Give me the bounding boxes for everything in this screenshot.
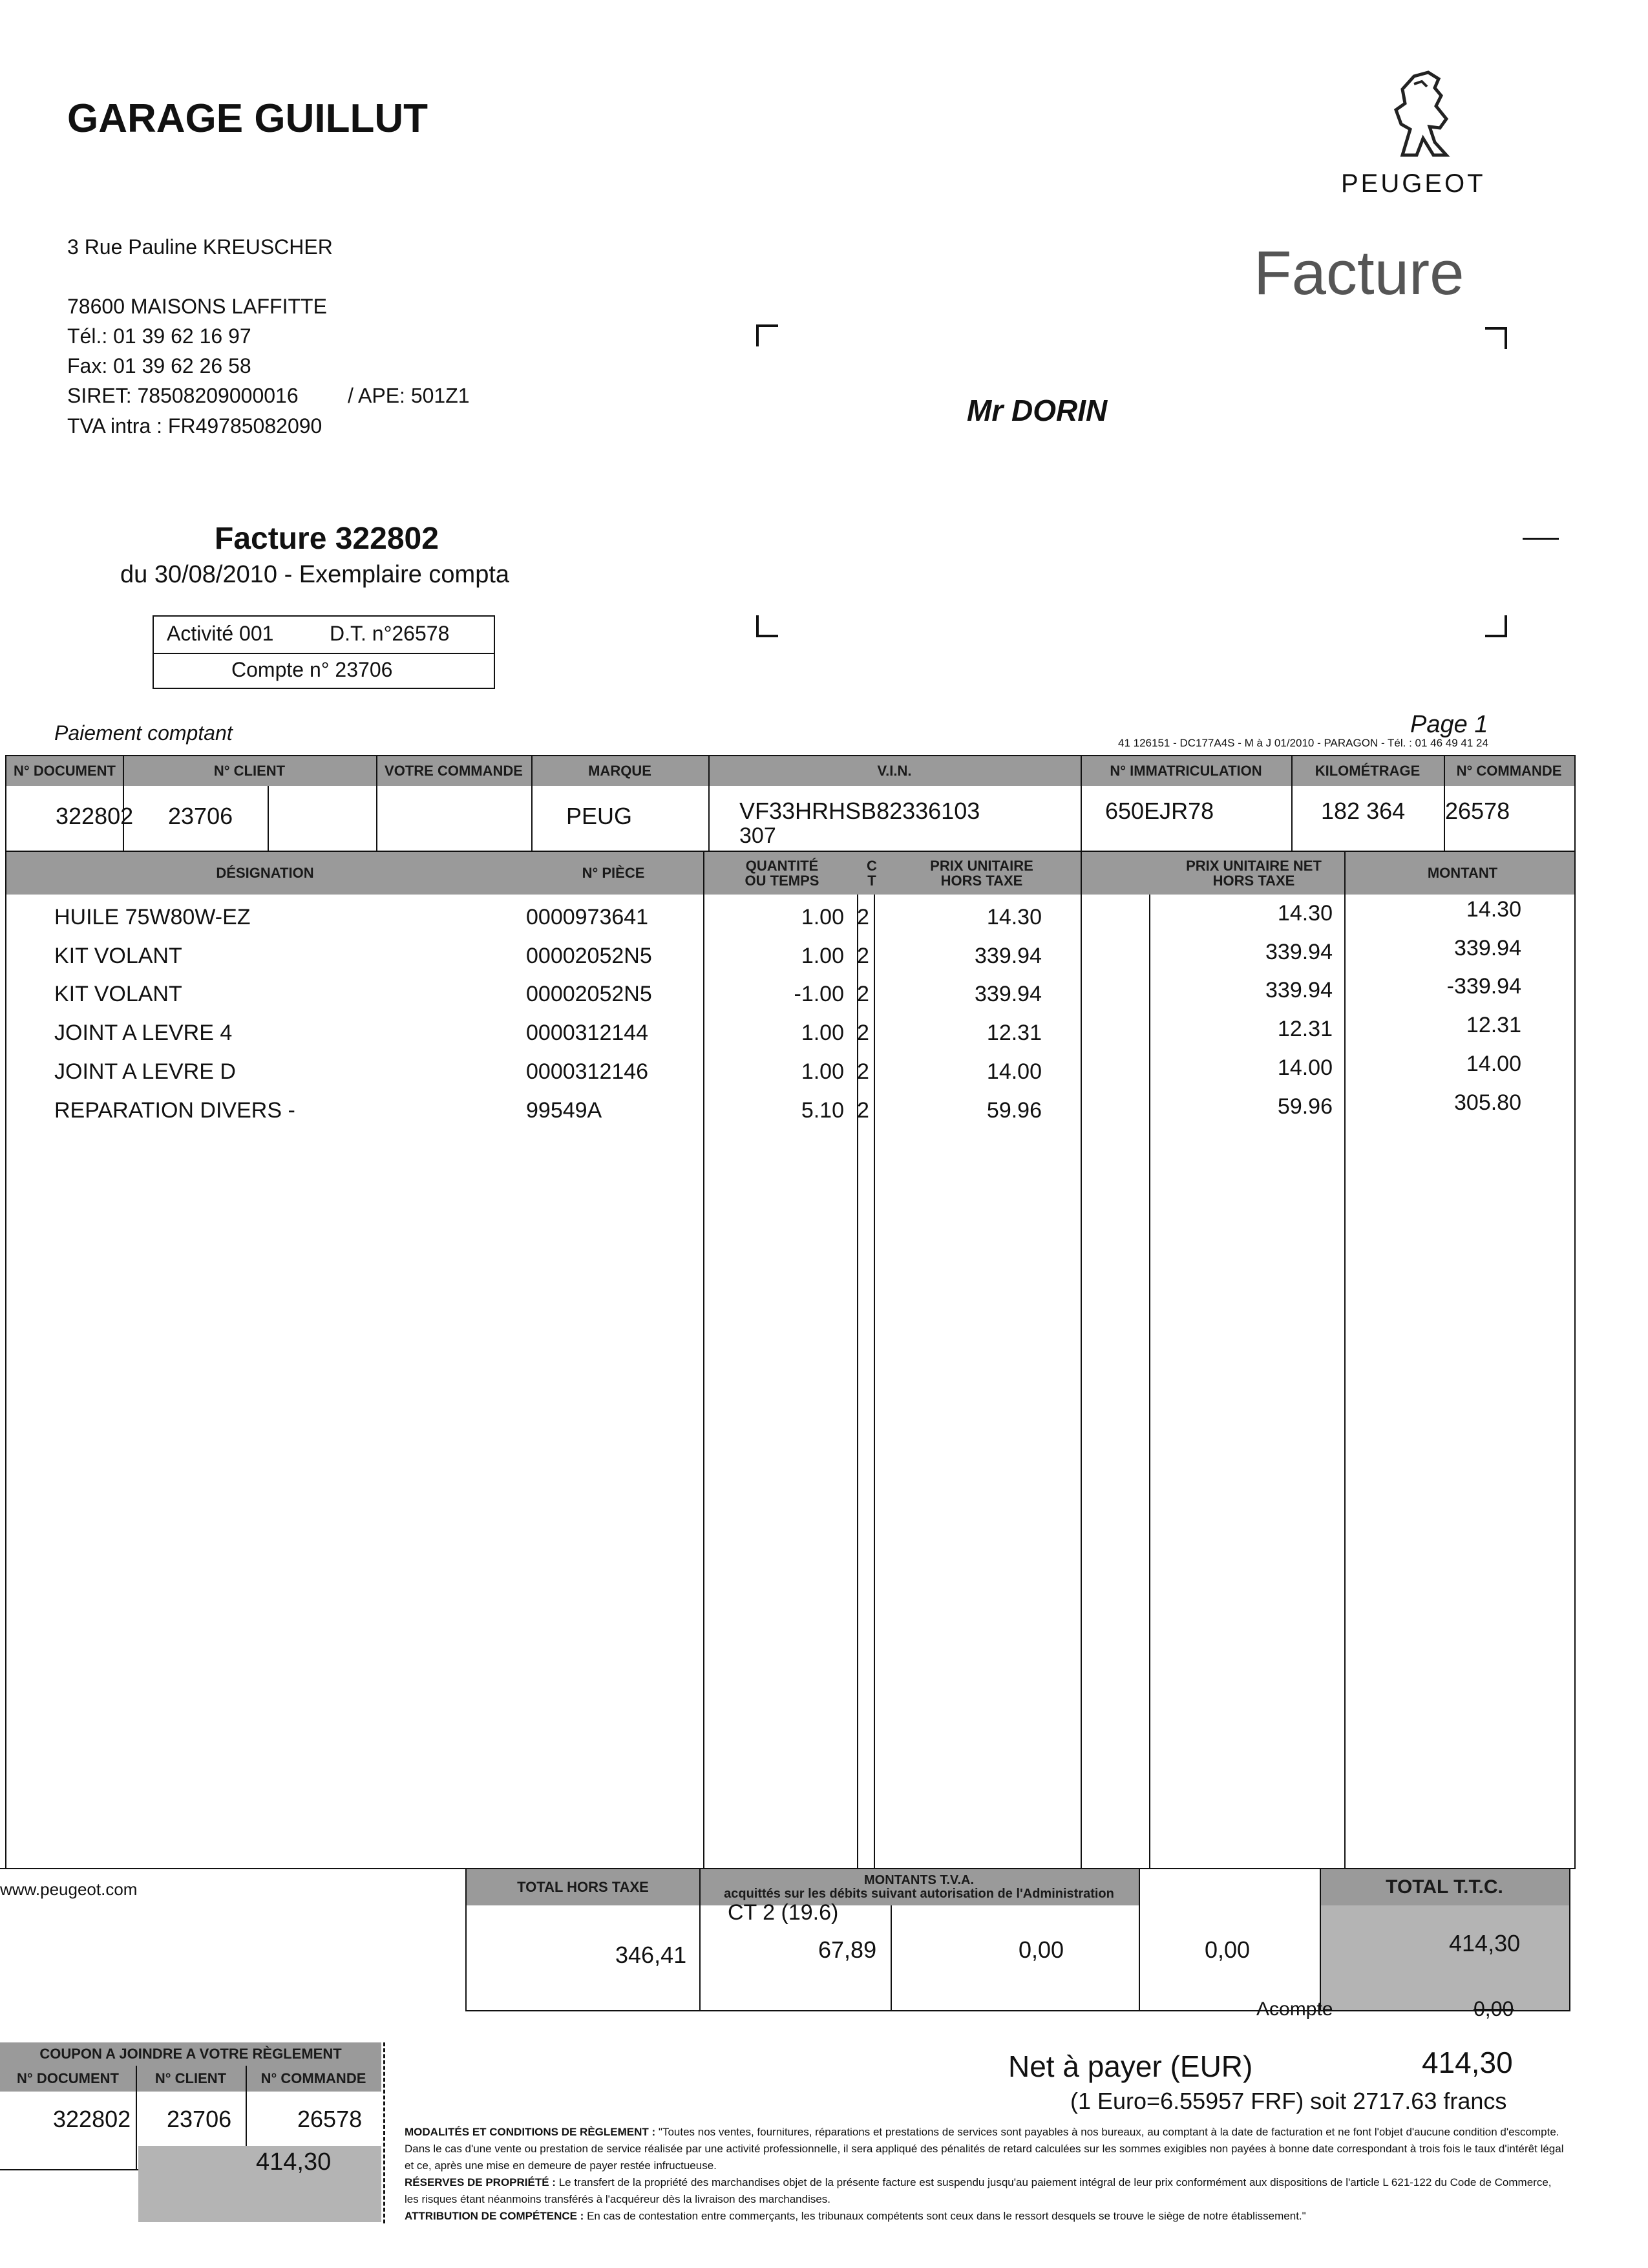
line-pu-ht: 59.96 xyxy=(986,1098,1042,1123)
tva-amount-2: 0,00 xyxy=(1019,1936,1064,1963)
legal-title-1: MODALITÉS ET CONDITIONS DE RÈGLEMENT : xyxy=(405,2126,656,2138)
header-document: N° DOCUMENT xyxy=(6,756,123,786)
crop-mark-tr xyxy=(1485,327,1507,349)
garage-ape: / APE: 501Z1 xyxy=(348,384,470,407)
line-piece: 00002052N5 xyxy=(526,982,652,1006)
legal-body-1: "Toutes nos ventes, fournitures, réparations et prestations de services sont payables à nos bureaux, au comptant à la date de facturation et ne font l'objet d'aucune condition d'escompte. Dans le cas d'une vente ou prestation de service réalisée par une activité professionnelle, il sera appliqué des pénalités de retard calculées sur les sommes exigibles non payées à bonne date correspondant à trois fois le taux d'intérêt légal et ce, après une mise en demeure de payer restée infructueuse. xyxy=(405,2126,1564,2172)
info-commande: 26578 xyxy=(1445,798,1510,824)
net-label: Net à payer (EUR) xyxy=(1008,2050,1253,2083)
coupon xyxy=(0,2042,385,2223)
info-table xyxy=(5,755,1576,852)
invoice-title: Facture 322802 xyxy=(215,522,439,556)
customer-name: Mr DORIN xyxy=(967,394,1108,427)
crop-mark-bl xyxy=(756,615,778,637)
fold-mark xyxy=(1523,538,1559,540)
garage-address2: 78600 MAISONS LAFFITTE xyxy=(67,295,327,318)
invoice-date: du 30/08/2010 - Exemplaire compta xyxy=(120,561,510,588)
page-number: Page 1 xyxy=(1410,711,1488,738)
line-ct: 2 xyxy=(857,944,869,968)
line-pu-ht: 14.00 xyxy=(986,1059,1042,1084)
activity-box xyxy=(153,615,495,689)
header-total-ttc: TOTAL T.T.C. xyxy=(1320,1869,1569,1905)
line-piece: 99549A xyxy=(526,1098,602,1123)
header-commande: N° COMMANDE xyxy=(1444,756,1574,786)
header-client: N° CLIENT xyxy=(123,756,376,786)
legal-text xyxy=(405,2124,1568,2225)
line-piece: 0000312144 xyxy=(526,1021,649,1045)
line-montant: -339.94 xyxy=(1446,974,1521,999)
garage-fax: Fax: 01 39 62 26 58 xyxy=(67,354,251,377)
acompte-label: Acompte xyxy=(1256,1998,1333,2020)
line-qty: 1.00 xyxy=(801,1021,844,1045)
tva-sub: acquittés sur les débits suivant autorisation de l'Administration xyxy=(724,1887,1114,1901)
peugeot-lion-logo xyxy=(1377,65,1461,162)
line-montant: 14.00 xyxy=(1466,1052,1521,1076)
line-designation: JOINT A LEVRE 4 xyxy=(54,1021,233,1045)
line-designation: HUILE 75W80W-EZ xyxy=(54,905,251,929)
line-pu-net: 14.00 xyxy=(1277,1055,1333,1080)
activity: Activité 001 xyxy=(167,622,274,645)
info-document: 322802 xyxy=(56,803,134,829)
header-total-ht: TOTAL HORS TAXE xyxy=(467,1869,699,1905)
header-immatriculation: N° IMMATRICULATION xyxy=(1081,756,1291,786)
coupon-header-cmd: N° COMMANDE xyxy=(246,2066,381,2092)
garage-address1: 3 Rue Pauline KREUSCHER xyxy=(67,235,333,259)
line-designation: KIT VOLANT xyxy=(54,982,182,1006)
payment-mode: Paiement comptant xyxy=(54,721,233,745)
coupon-doc: 322802 xyxy=(53,2106,131,2132)
coupon-header-client: N° CLIENT xyxy=(136,2066,246,2092)
coupon-header-doc: N° DOCUMENT xyxy=(0,2066,136,2092)
table-row xyxy=(0,974,1648,1021)
line-montant: 14.30 xyxy=(1466,897,1521,922)
tva-rate: CT 2 (19.6) xyxy=(728,1900,839,1925)
header-kilometrage: KILOMÉTRAGE xyxy=(1291,756,1444,786)
net-value: 414,30 xyxy=(1422,2046,1513,2079)
table-row xyxy=(0,1090,1648,1137)
line-qty: -1.00 xyxy=(794,982,844,1006)
line-ct: 2 xyxy=(857,1098,869,1123)
brand-name: PEUGEOT xyxy=(1341,169,1486,198)
account-number: Compte n° 23706 xyxy=(231,658,393,681)
acompte-value: 0,00 xyxy=(1474,1997,1514,2020)
line-montant: 12.31 xyxy=(1466,1013,1521,1037)
info-client: 23706 xyxy=(168,803,233,829)
dt-number: D.T. n°26578 xyxy=(330,622,450,645)
line-montant: 339.94 xyxy=(1454,936,1521,960)
table-row xyxy=(0,1052,1648,1098)
line-piece: 0000312146 xyxy=(526,1059,649,1084)
conversion: (1 Euro=6.55957 FRF) soit 2717.63 francs xyxy=(1070,2088,1507,2114)
line-pu-net: 339.94 xyxy=(1265,940,1333,964)
garage-tva: TVA intra : FR49785082090 xyxy=(67,414,322,438)
header-piece: N° PIÈCE xyxy=(523,852,703,895)
line-piece: 0000973641 xyxy=(526,905,649,929)
info-marque: PEUG xyxy=(566,803,633,829)
header-votre-commande: VOTRE COMMANDE xyxy=(376,756,531,786)
coupon-amount: 414,30 xyxy=(256,2148,332,2176)
table-row xyxy=(0,1013,1648,1059)
line-pu-net: 59.96 xyxy=(1277,1094,1333,1119)
table-row xyxy=(0,897,1648,944)
line-ct: 2 xyxy=(857,905,869,929)
table-row xyxy=(0,936,1648,982)
info-kilometrage: 182 364 xyxy=(1321,798,1406,824)
ttc-shade xyxy=(1320,1905,1569,2010)
legal-title-3: ATTRIBUTION DE COMPÉTENCE : xyxy=(405,2210,584,2222)
coupon-cmd: 26578 xyxy=(297,2106,363,2132)
garage-siret: SIRET: 78508209000016 xyxy=(67,384,299,407)
line-pu-ht: 12.31 xyxy=(986,1021,1042,1045)
header-ct: C T xyxy=(861,852,883,895)
line-ct: 2 xyxy=(857,982,869,1006)
line-piece: 00002052N5 xyxy=(526,944,652,968)
line-pu-net: 12.31 xyxy=(1277,1017,1333,1041)
header-blank xyxy=(1081,852,1157,895)
header-pu-ht: PRIX UNITAIRE HORS TAXE xyxy=(883,852,1081,895)
line-ct: 2 xyxy=(857,1059,869,1084)
legal-body-3: En cas de contestation entre commerçants, les tribunaux compétents sont ceux dans le ressort desquels se trouve le siège de notre établissement." xyxy=(587,2210,1306,2222)
garage-tel: Tél.: 01 39 62 16 97 xyxy=(67,324,251,348)
line-qty: 1.00 xyxy=(801,905,844,929)
document-type: Facture xyxy=(1254,238,1464,308)
line-pu-ht: 14.30 xyxy=(986,905,1042,929)
info-immatriculation: 650EJR78 xyxy=(1105,798,1214,824)
line-montant: 305.80 xyxy=(1454,1090,1521,1115)
header-quantity: QUANTITÉ OU TEMPS xyxy=(703,852,861,895)
line-qty: 5.10 xyxy=(801,1098,844,1123)
total-ttc: 414,30 xyxy=(1449,1930,1521,1956)
legal-title-2: RÉSERVES DE PROPRIÉTÉ : xyxy=(405,2176,556,2189)
website: www.peugeot.com xyxy=(0,1880,138,1899)
line-pu-net: 339.94 xyxy=(1265,978,1333,1002)
tva-amount-1: 67,89 xyxy=(818,1936,877,1963)
reference-line: 41 126151 - DC177A4S - M à J 01/2010 - PARAGON - Tél. : 01 46 49 41 24 xyxy=(1118,737,1488,749)
info-vin-model: 307 xyxy=(739,823,776,848)
line-pu-ht: 339.94 xyxy=(975,982,1042,1006)
info-vin: VF33HRHSB82336103 xyxy=(739,798,980,824)
line-designation: JOINT A LEVRE D xyxy=(54,1059,236,1084)
coupon-client: 23706 xyxy=(167,2106,232,2132)
line-pu-ht: 339.94 xyxy=(975,944,1042,968)
legal-body-2: Le transfert de la propriété des marchandises objet de la présente facture est suspendu jusqu'au paiement intégral de leur prix conformément aux dispositions de l'article L 621-122 du Code de Commerce, les risques étant néanmoins transférés à l'acquéreur dès la livraison des marchandises. xyxy=(405,2176,1552,2205)
crop-mark-tl xyxy=(756,324,778,346)
coupon-title: COUPON A JOINDRE A VOTRE RÈGLEMENT xyxy=(0,2042,381,2066)
header-montant: MONTANT xyxy=(1351,852,1574,895)
line-ct: 2 xyxy=(857,1021,869,1045)
garage-name: GARAGE GUILLUT xyxy=(67,96,428,141)
total-ht: 346,41 xyxy=(615,1942,687,1968)
header-vin: V.I.N. xyxy=(708,756,1081,786)
line-pu-net: 14.30 xyxy=(1277,901,1333,926)
tva-amount-3: 0,00 xyxy=(1205,1936,1251,1963)
header-designation: DÉSIGNATION xyxy=(6,852,523,895)
line-qty: 1.00 xyxy=(801,1059,844,1084)
crop-mark-br xyxy=(1485,615,1507,637)
line-designation: REPARATION DIVERS - xyxy=(54,1098,295,1123)
header-marque: MARQUE xyxy=(531,756,708,786)
line-designation: KIT VOLANT xyxy=(54,944,182,968)
tva-label: MONTANTS T.V.A. xyxy=(863,1873,974,1887)
header-pu-net: PRIX UNITAIRE NET HORS TAXE xyxy=(1157,852,1351,895)
line-qty: 1.00 xyxy=(801,944,844,968)
totals-table xyxy=(465,1869,1570,2011)
